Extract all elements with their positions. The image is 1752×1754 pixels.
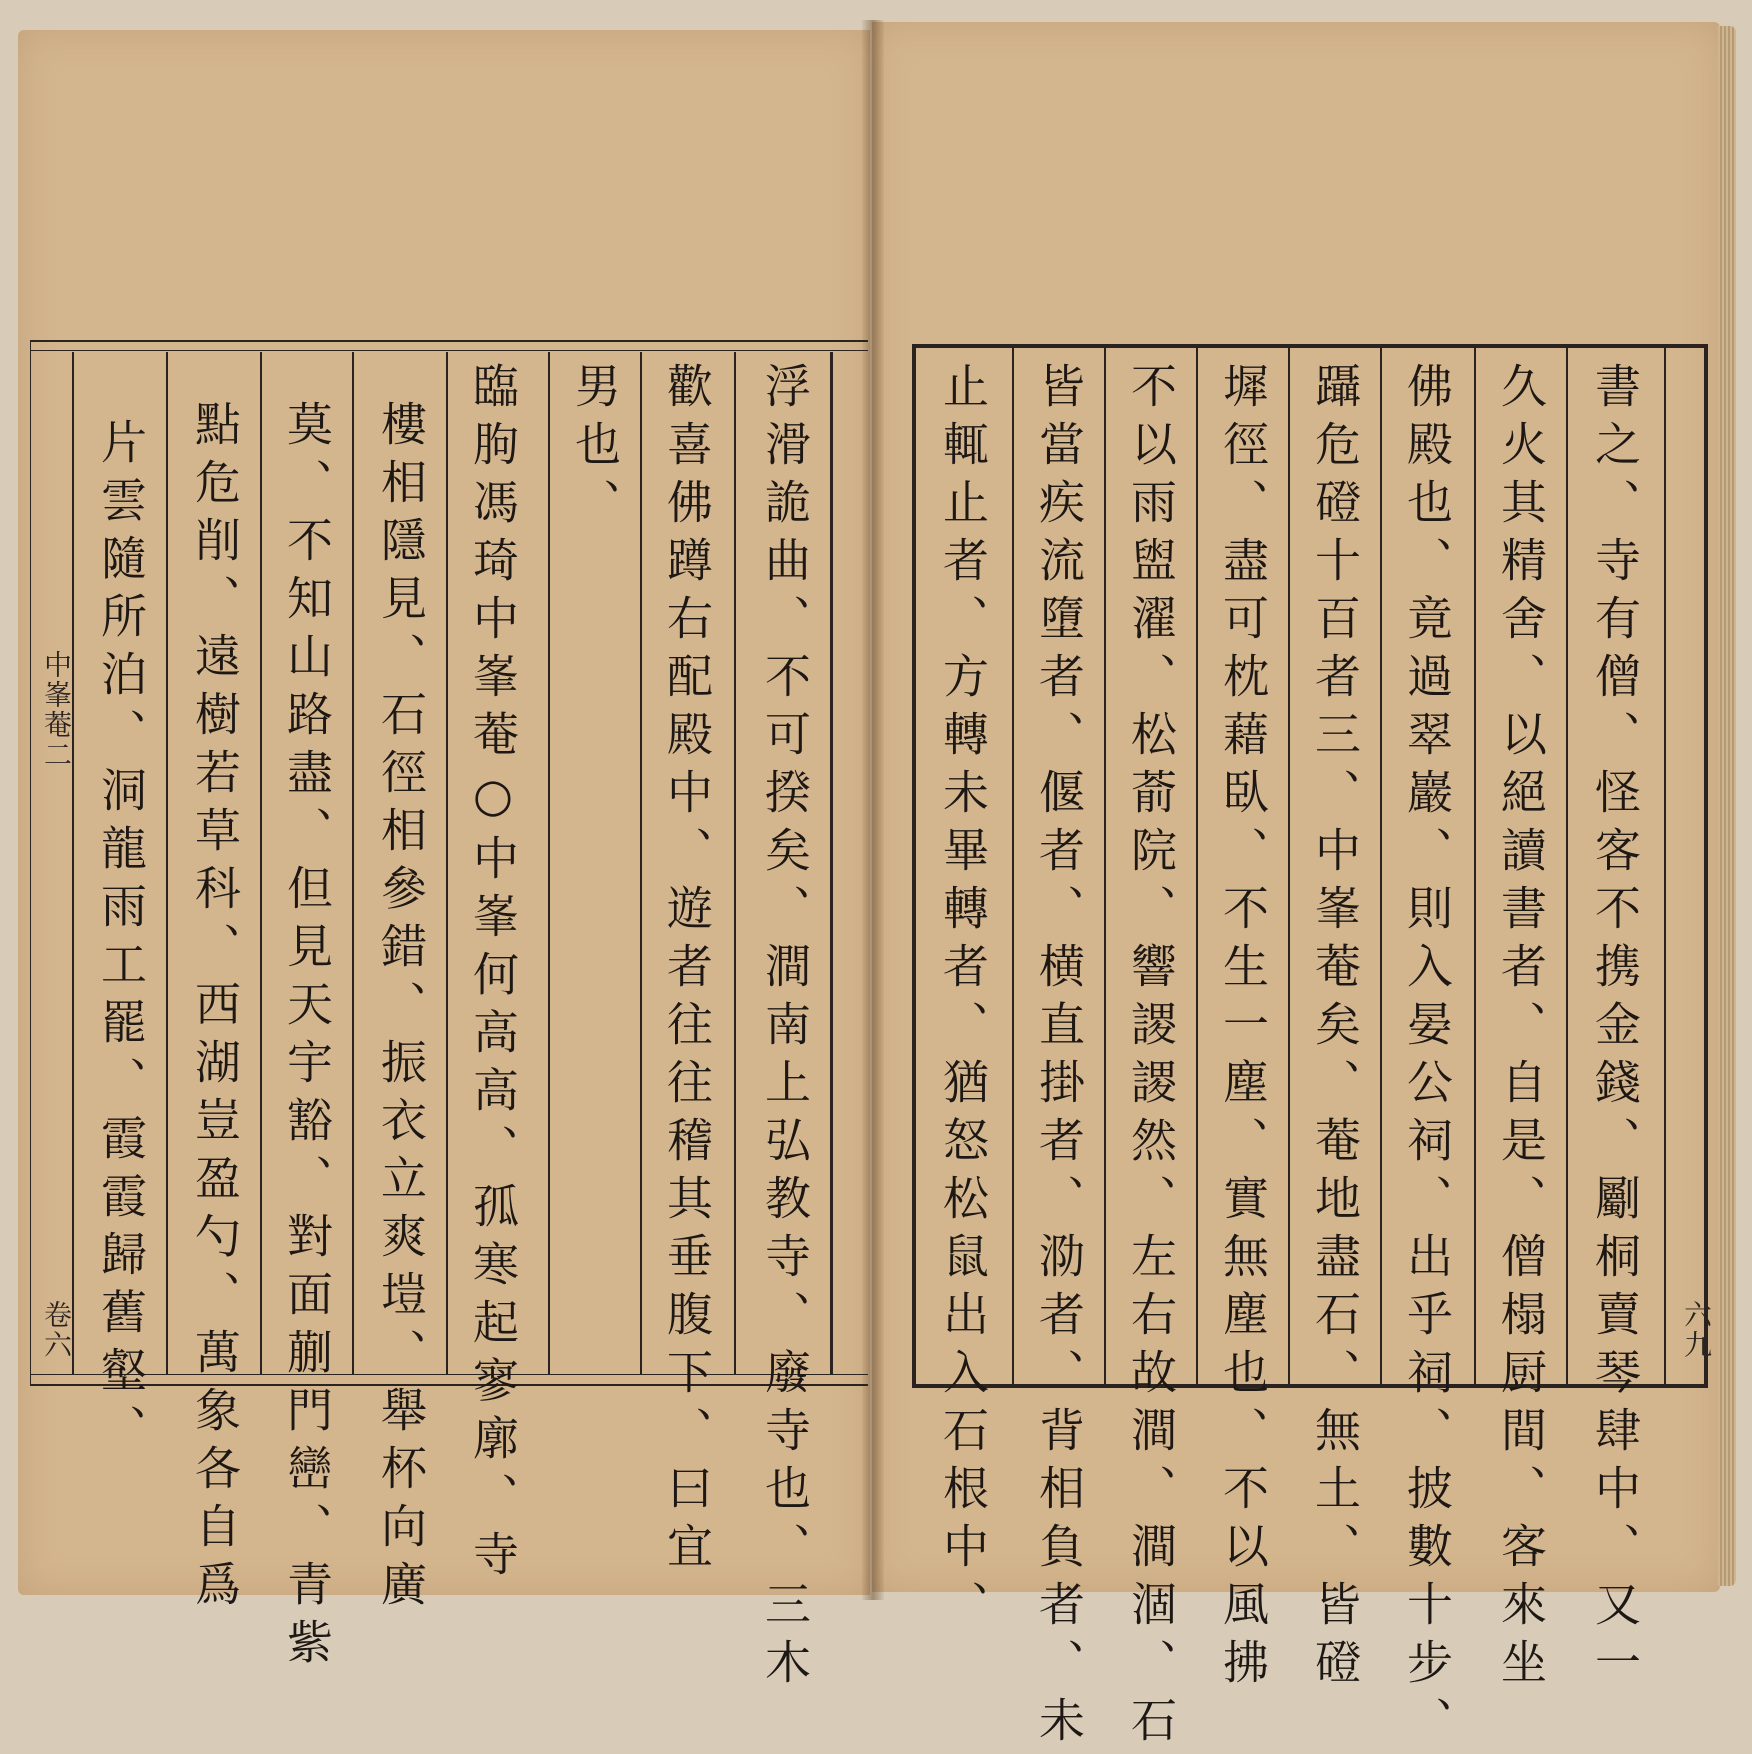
margin-title: 中峯菴二 xyxy=(40,650,73,770)
column-divider xyxy=(260,352,262,1374)
column-divider xyxy=(734,352,736,1374)
column-divider xyxy=(548,352,550,1374)
text-column: 浮滑詭曲、不可揆矣、澗南上弘教寺、廢寺也、三木 xyxy=(758,362,812,1696)
column-divider xyxy=(1380,348,1382,1384)
column-divider xyxy=(1288,348,1290,1384)
text-column: 點危削、遠樹若草科、西湖豈盈勺、萬象各自爲 xyxy=(188,400,242,1618)
column-divider xyxy=(1196,348,1198,1384)
left-print-frame xyxy=(30,340,868,1386)
column-divider xyxy=(640,352,642,1374)
page-edges xyxy=(1718,26,1736,1586)
column-divider xyxy=(1474,348,1476,1384)
column-divider xyxy=(1012,348,1014,1384)
text-column: 躡危磴十百者三、中峯菴矣、菴地盡石、無土、皆磴 xyxy=(1308,362,1362,1696)
column-divider xyxy=(72,352,74,1374)
text-column: 皆當疾流墮者、偃者、横直掛者、泐者、背相負者、未 xyxy=(1032,362,1086,1754)
text-column: 佛殿也、竟過翠巖、則入晏公祠、出乎祠、披數十步、 xyxy=(1400,362,1454,1754)
column-divider xyxy=(352,352,354,1374)
column-divider xyxy=(1566,348,1568,1384)
column-divider xyxy=(1104,348,1106,1384)
text-column: 莫、不知山路盡、但見天宇豁、對面蒯門巒、青紫 xyxy=(280,400,334,1676)
text-column: 止輒止者、方轉未畢轉者、猶怒松鼠出入石根中、 xyxy=(936,362,990,1638)
text-column: 久火其精舍、以絕讀書者、自是、僧榻厨間、客來坐 xyxy=(1494,362,1548,1696)
margin-volume: 卷六 xyxy=(40,1300,73,1360)
text-column: 書之、寺有僧、怪客不携金錢、劚桐賣琴肆中、又一 xyxy=(1588,362,1642,1696)
column-divider xyxy=(446,352,448,1374)
column-divider xyxy=(166,352,168,1374)
text-column: 臨朐馮琦中峯菴○中峯何高高、孤寒起寥廓、寺 xyxy=(466,362,520,1588)
text-column: 墀徑、盡可枕藉臥、不生一塵、實無塵也、不以風拂 xyxy=(1216,362,1270,1696)
text-column: 片雲隨所泊、洞龍雨工罷、霞霞歸舊壑、 xyxy=(94,418,148,1462)
folio-number: 六九 xyxy=(1680,1300,1713,1360)
text-column: 樓相隱見、石徑相參錯、振衣立爽塏、舉杯向廣 xyxy=(374,400,428,1618)
left-inner-top-rule xyxy=(30,350,868,351)
left-inner-bottom-rule xyxy=(30,1374,868,1375)
text-column: 男也、 xyxy=(568,362,622,536)
column-divider xyxy=(1664,348,1666,1384)
column-divider xyxy=(830,352,833,1374)
text-column: 不以雨盥濯、松萮院、響謖謖然、左右故澗、澗涸、石 xyxy=(1124,362,1178,1754)
text-column: 歡喜佛蹲右配殿中、遊者往往稽其垂腹下、曰宜 xyxy=(660,362,714,1580)
